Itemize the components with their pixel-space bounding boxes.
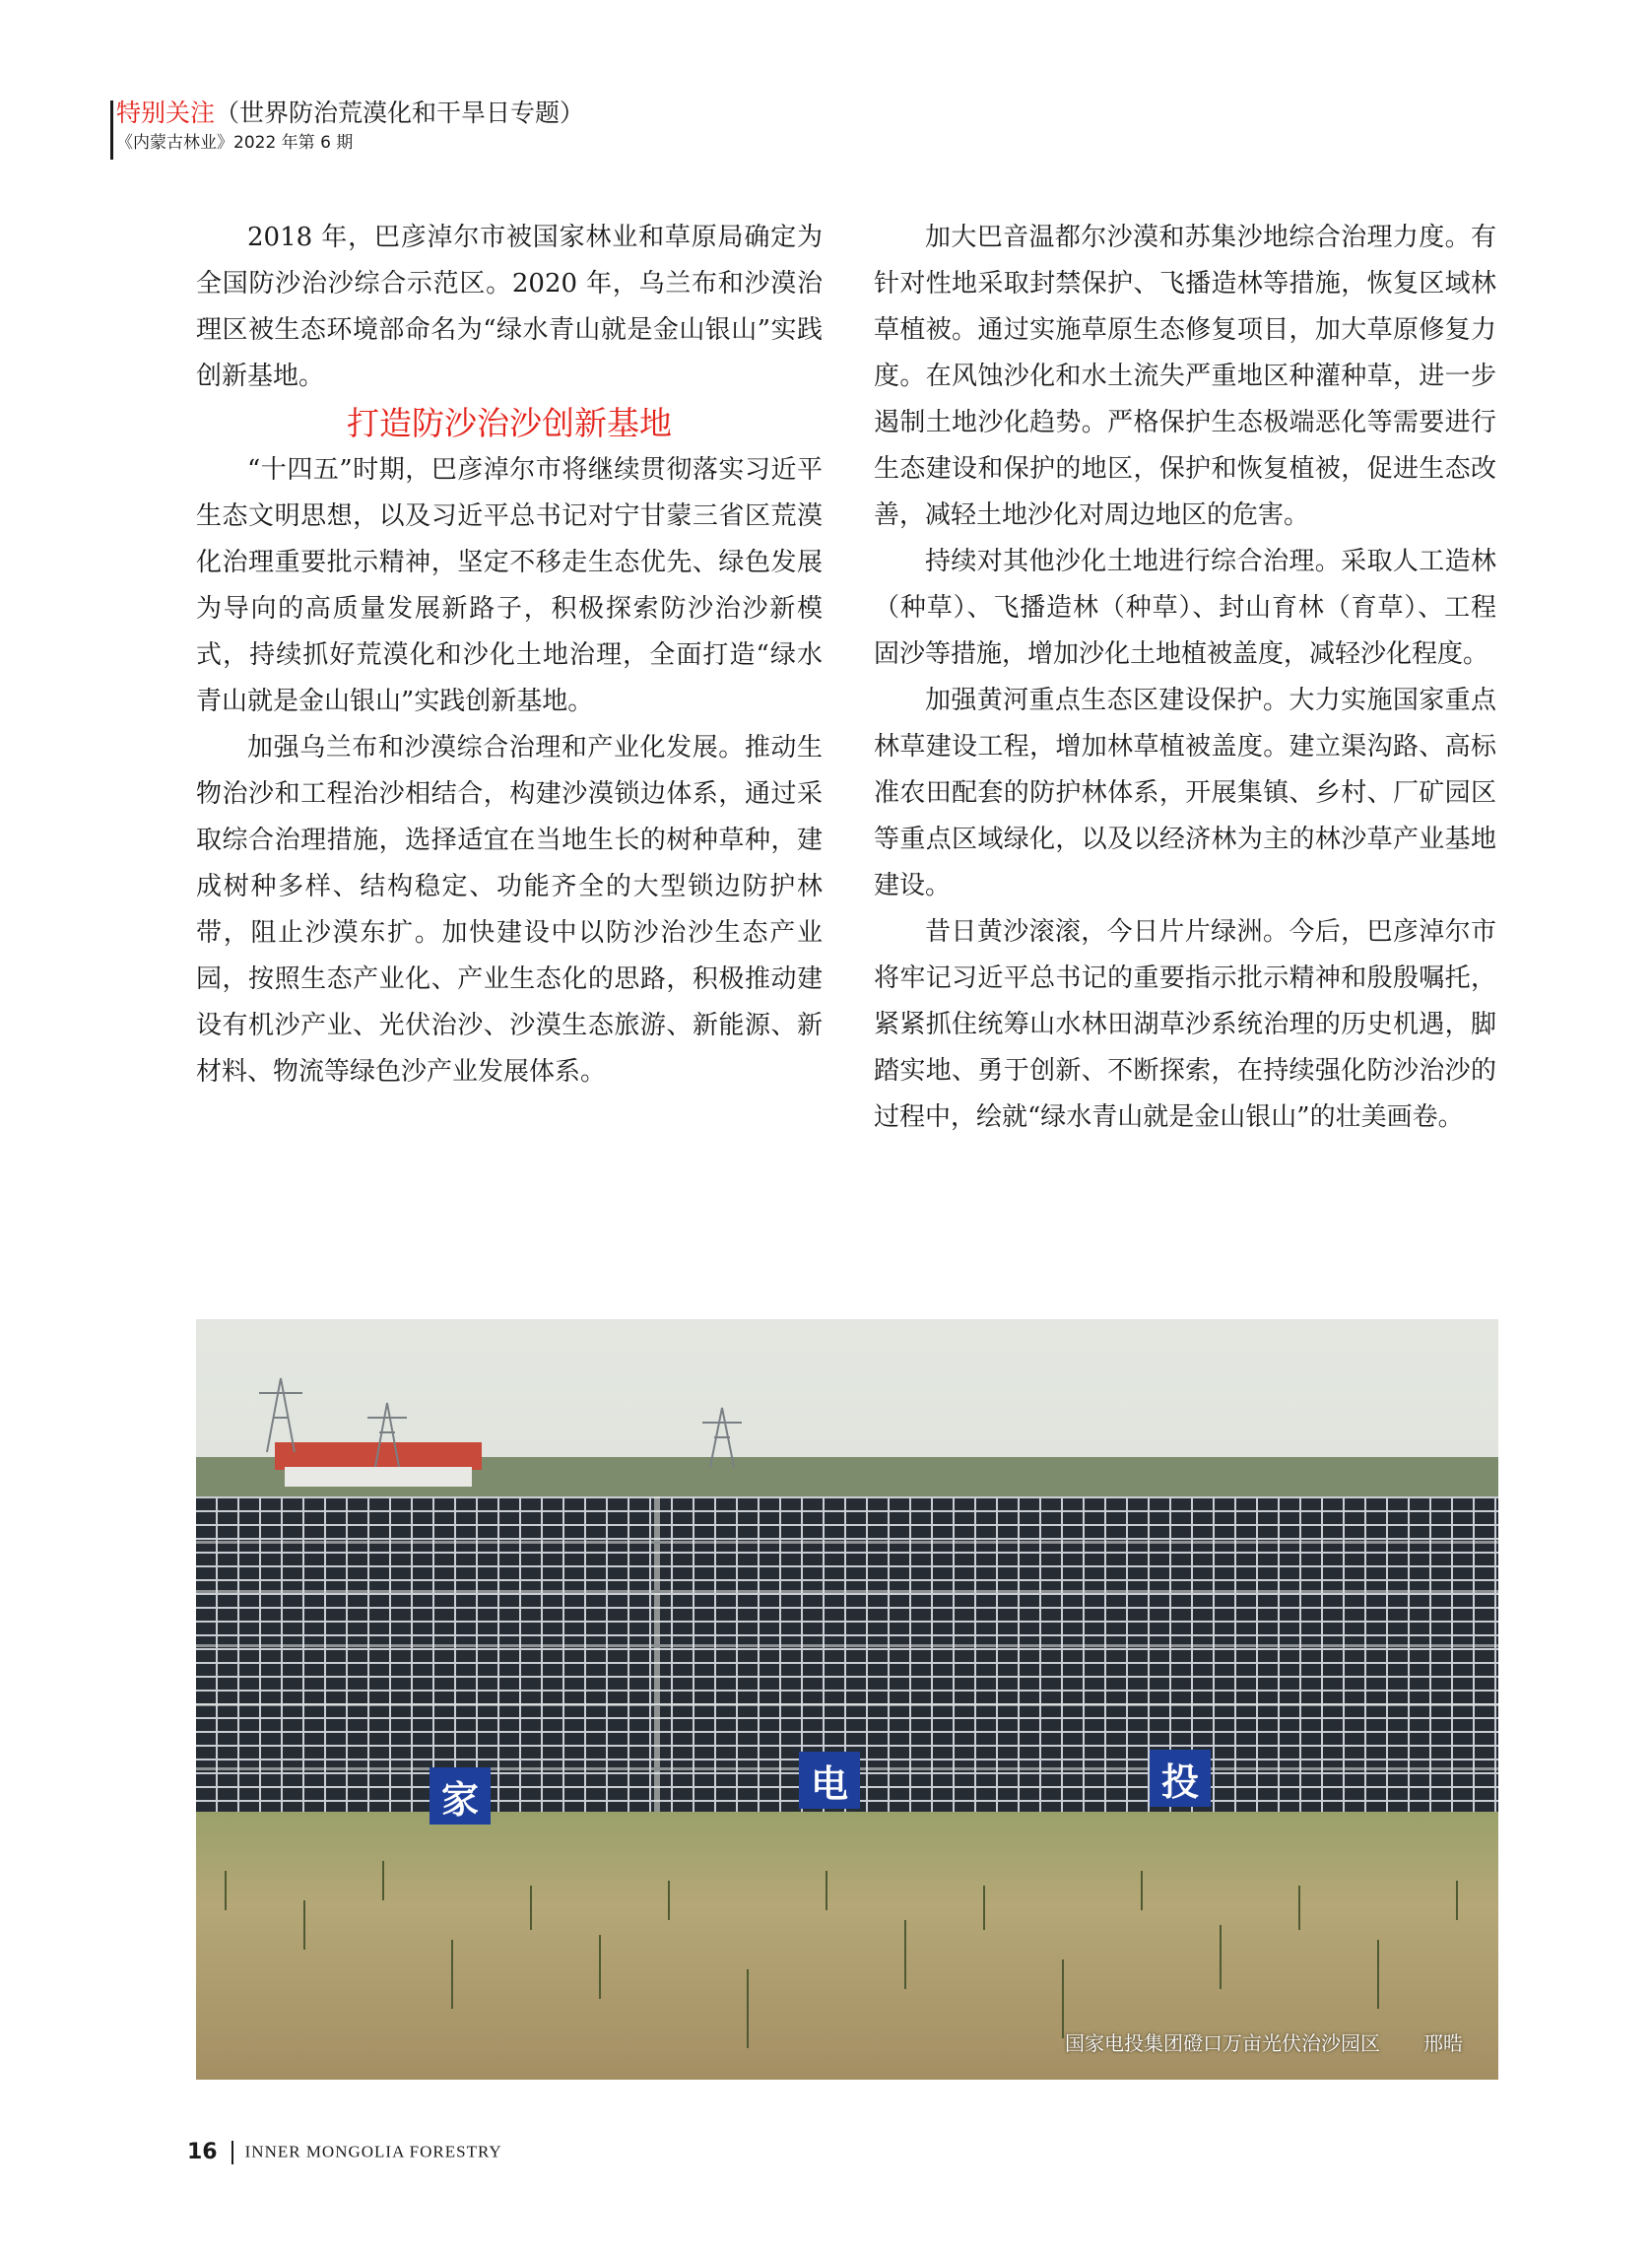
header-rule <box>110 100 113 160</box>
section-topic: （世界防治荒漠化和干旱日专题） <box>215 99 585 127</box>
right-paragraph-4: 昔日黄沙滚滚，今日片片绿洲。今后，巴彦淖尔市将牢记习近平总书记的重要指示批示精神和殷殷嘱托，紧紧抓住统筹山水林田湖草沙系统治理的历史机遇，脚踏实地、勇于创新、不断探索，在持续强化防沙治沙的过程中，绘就“绿水青山就是金山银山”的壮美画卷。 <box>874 917 1496 1132</box>
page-number: 16 <box>187 2140 218 2164</box>
sign-board-3: 投 <box>1150 1750 1211 1807</box>
section-label: 特别关注 <box>116 99 216 127</box>
right-paragraph-2: 持续对其他沙化土地进行综合治理。采取人工造林（种草）、飞播造林（种草）、封山育林（育草）、工程固沙等措施，增加沙化土地植被盖度，减轻沙化程度。 <box>874 547 1496 669</box>
left-paragraph-1: “十四五”时期，巴彦淖尔市将继续贯彻落实习近平生态文明思想，以及习近平总书记对宁甘蒙三省区荒漠化治理重要批示精神，坚定不移走生态优先、绿色发展为导向的高质量发展新路子，积极探索防沙治沙新模式，持续抓好荒漠化和沙化土地治理，全面打造“绿水青山就是金山银山”实践创新基地。 <box>196 455 823 716</box>
photo-illustration <box>196 1319 1498 2080</box>
section-heading: 打造防沙治沙创新基地 <box>347 404 672 442</box>
right-paragraph-1: 加大巴音温都尔沙漠和苏集沙地综合治理力度。有针对性地采取封禁保护、飞播造林等措施，恢复区域林草植被。通过实施草原生态修复项目，加大草原修复力度。在风蚀沙化和水土流失严重地区种灌种草，进一步遏制土地沙化趋势。严格保护生态极端恶化等需要进行生态建设和保护的地区，保护和恢复植被，促进生态改善，减轻土地沙化对周边地区的危害。 <box>874 223 1496 530</box>
sign-board-2: 电 <box>799 1752 860 1809</box>
building-wall <box>285 1467 472 1487</box>
left-paragraph-2: 加强乌兰布和沙漠综合治理和产业化发展。推动生物治沙和工程治沙相结合，构建沙漠锁边体系，通过采取综合治理措施，选择适宜在当地生长的树种草种，建成树种多样、结构稳定、功能齐全的大型锁边防护林带，阻止沙漠东扩。加快建设中以防沙治沙生态产业园，按照生态产业化、产业生态化的思路，积极推动建设有机沙产业、光伏治沙、沙漠生态旅游、新能源、新材料、物流等绿色沙产业发展体系。 <box>196 733 823 1087</box>
photo-caption <box>1065 2027 1463 2056</box>
right-column <box>874 215 1496 1141</box>
photo-credit: 邢晧 <box>1423 2031 1463 2055</box>
header-section <box>116 97 584 130</box>
page-footer <box>187 2140 502 2164</box>
running-header <box>116 97 584 156</box>
right-paragraph-3: 加强黄河重点生态区建设保护。大力实施国家重点林草建设工程，增加林草植被盖度。建立渠沟路、高标准农田配套的防护林体系，开展集镇、乡村、厂矿园区等重点区域绿化，以及以经济林为主的林沙草产业基地建设。 <box>874 686 1496 900</box>
intro-paragraph: 2018 年，巴彦淖尔市被国家林业和草原局确定为全国防沙治沙综合示范区。2020 年，乌兰布和沙漠治理区被生态环境部命名为“绿水青山就是金山银山”实践创新基地。 <box>196 223 823 391</box>
sign-board-1: 家 <box>430 1767 491 1825</box>
caption-text: 国家电投集团磴口万亩光伏治沙园区 <box>1065 2031 1380 2055</box>
left-column <box>196 215 823 1095</box>
journal-issue: 《内蒙古林业》2022 年第 6 期 <box>116 133 354 153</box>
footer-divider <box>231 2141 233 2164</box>
solar-park-photo <box>196 1319 1498 2080</box>
magazine-name: INNER MONGOLIA FORESTRY <box>244 2142 502 2161</box>
